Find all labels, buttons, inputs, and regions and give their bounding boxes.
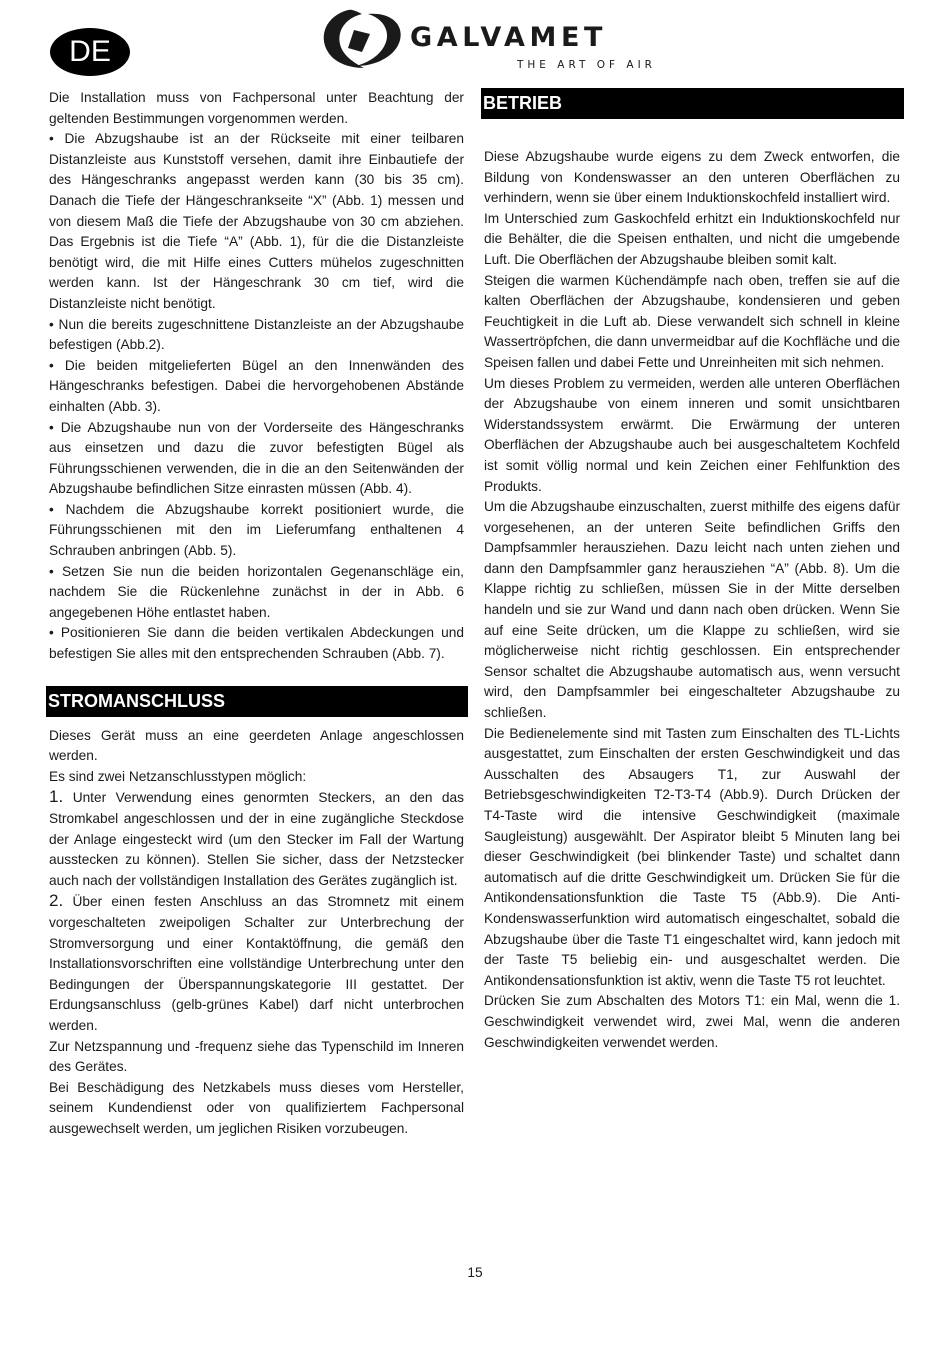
paragraph-cable: Bei Beschädigung des Netzkabels muss dieses vom Hersteller, seinem Kundendienst oder von qualifiziertem Fachpersonal ausgewechselt werden, um jeglichen Risiken vorzubeugen.	[49, 1079, 464, 1136]
operation-paragraph: Um die Abzugshaube einzuschalten, zuerst mithilfe des eigens dafür vorgesehenen, an der unteren Seite befindlichen Griffs den Dampfsammler herausziehen. Dazu leicht nach unten ziehen und dann den Dampfsammler ganz herausziehen “A” (Abb. 8). Um die Klappe richtig zu schließen, müssen Sie in der Mitte derselben handeln und sie zur Wand und dann nach oben drücken. Wenn Sie auf eine Seite drücken, um die Klappe zu schließen, wird sie möglicherweise nicht richtig geschlossen. Ein entsprechender Sensor schaltet die Abzugshaube automatisch aus, wenn versucht wird, den Dampfsammler bei eingeschalteter Abzugshaube zu schließen.	[484, 499, 900, 721]
numbered-item-2	[49, 891, 464, 1036]
brand-logo	[318, 6, 663, 74]
item-text: Über einen festen Anschluss an das Stromnetz mit einem vorgeschalteten zweipoligen Schalter zur Unterbrechung der Stromversorgung und einer Kontaktöffnung, die gemäß den Installationsvorschriften eine vollständige Unterbrechung unter den Bedingungen der Überspannungskategorie III gestattet. Der Erdungsanschluss (gelb-grünes Kabel) darf nicht unterbrochen werden.	[49, 894, 465, 1033]
intro-bullet: • Nachdem die Abzugshaube korrekt positioniert wurde, die Führungsschienen mit den im Lieferumfang enthaltenen 4 Schrauben anbringen (Abb. 5).	[49, 501, 464, 559]
page-number: 15	[467, 1265, 483, 1280]
intro-bullet: • Die beiden mitgelieferten Bügel an den Innenwänden des Hängeschranks befestigen. Dabei die hervorgehobenen Abstände einhalten (Abb. 3).	[49, 357, 464, 414]
intro-bullet: • Positionieren Sie dann die beiden vertikalen Abdeckungen und befestigen Sie alles mit den entsprechenden Schrauben (Abb. 7).	[49, 625, 464, 662]
intro-bullet: • Die Abzugshaube nun von der Vorderseite des Hängeschranks aus einsetzen und dazu die zuvor befestigten Bügel als Führungsschienen verwenden, die in die an den Seitenwänden der Abzugshaube befindlichen Sitze einrasten müssen (Abb. 4).	[49, 419, 464, 497]
paragraph-connection-types: Es sind zwei Netzanschlusstypen möglich:	[49, 768, 307, 784]
paragraph-grounded: Dieses Gerät muss an eine geerdeten Anlage angeschlossen werden.	[49, 727, 464, 764]
operation-paragraph: Im Unterschied zum Gaskochfeld erhitzt ein Induktionskochfeld nur die Behälter, die die Speisen enthalten, und nicht die umgebende Luft. Die Oberflächen der Abzugshaube bleiben somit kalt.	[484, 210, 900, 267]
intro-bullet: • Die Abzugshaube ist an der Rückseite mit einer teilbaren Distanzleiste aus Kunststoff versehen, damit ihre Einbautiefe der des Hängeschranks angepasst werden kann (30 bis 35 cm). Danach die Tiefe der Hängeschrankseite “X” (Abb. 1) messen und von diesem Maß die Tiefe der Abzugshaube von 30 cm abziehen. Das Ergebnis ist die Tiefe “A” (Abb. 1), für die die Distanzleiste benötigt wird, die mit Hilfe eines Cutters mühelos zugeschnitten werden kann. Ist der Hängeschrank 30 cm tief, wird die Distanzleiste nicht benötigt.	[49, 131, 464, 311]
item-text: Unter Verwendung eines genormten Steckers, an den das Stromkabel angeschlossen und der in eine zugängliche Steckdose der Anlage eingesteckt wird (um den Stecker im Fall der Wartung ausstecken zu können). Stellen Sie sicher, dass der Netzstecker auch nach der vollständigen Installation des Gerätes zugänglich ist.	[49, 790, 465, 888]
operation-paragraph: Steigen die warmen Küchendämpfe nach oben, treffen sie auf die kalten Oberflächen der Abzugshaube, kondensieren und geben Feuchtigkeit in die Luft ab. Diese verwandelt sich schnell in kleine Wassertröpfchen, die dann unvermeidbar auf die Kochfläche und die Speisen fallen und dabei Fette und Unreinheiten mit sich nehmen.	[484, 272, 900, 370]
operation-paragraph: Diese Abzugshaube wurde eigens zu dem Zweck entworfen, die Bildung von Kondenswasser an den unteren Oberflächen zu verhindern, wenn sie über einem Induktionskochfeld installiert wird.	[484, 149, 900, 206]
numbered-item-1	[49, 787, 464, 891]
logo-wordmark: GALVAMET	[410, 22, 608, 53]
right-column	[484, 88, 900, 1053]
language-badge: DE	[50, 28, 130, 76]
intro-bullet: • Setzen Sie nun die beiden horizontalen Gegenanschläge ein, nachdem Sie die Rückenlehne zunächst in der in Abb. 6 angegebenen Höhe entlastet haben.	[49, 563, 464, 620]
logo-tagline: THE ART OF AIR	[517, 59, 656, 71]
section-heading-betrieb: BETRIEB	[481, 88, 904, 119]
section-heading-stromanschluss: STROMANSCHLUSS	[46, 686, 468, 717]
paragraph-voltage: Zur Netzspannung und -frequenz siehe das Typenschild im Inneren des Gerätes.	[49, 1038, 464, 1075]
operation-paragraph: Drücken Sie zum Abschalten des Motors T1: ein Mal, wenn die 1. Geschwindigkeit verwendet wird, zwei Mal, wenn die anderen Geschwindigkeiten verwendet werden.	[484, 993, 900, 1050]
galvamet-swoosh-icon	[318, 6, 406, 74]
intro-bullet: • Nun die bereits zugeschnittene Distanzleiste an der Abzugshaube befestigen (Abb.2).	[49, 316, 464, 353]
intro-paragraph: Die Installation muss von Fachpersonal unter Beachtung der geltenden Bestimmungen vorgenommen werden.	[49, 90, 464, 126]
item-number: 2.	[49, 891, 64, 911]
left-column	[49, 88, 464, 1140]
operation-paragraph: Die Bedienelemente sind mit Tasten zum Einschalten des TL-Lichts ausgestattet, zum Einschalten der ersten Geschwindigkeit und das Ausschalten des Absaugers T1, zur Auswahl der Betriebsgeschwindigkeiten T2-T3-T4 (Abb.9). Durch Drücken der T4-Taste wird die intensive Geschwindigkeit (maximale Saugleistung) ausgewählt. Der Aspirator bleibt 5 Minuten lang bei dieser Geschwindigkeit (bei blinkender Taste) und schaltet dann automatisch auf die dritte Geschwindigkeit um. Drücken Sie für die Antikondensationsfunktion die Taste T5 (Abb.9). Die Anti-Kondenswasserfunktion wird automatisch eingeschaltet, sobald die Abzugshaube über die Taste T1 eingeschaltet wird, kann jedoch mit der Taste T5 beliebig ein- und ausgeschaltet werden. Die Antikondensationsfunktion ist aktiv, wenn die Taste T5 rot leuchtet.	[484, 725, 900, 988]
item-number: 1.	[49, 787, 64, 807]
operation-paragraph: Um dieses Problem zu vermeiden, werden alle unteren Oberflächen der Abzugshaube von einem inneren und somit unsichtbaren Widerstandssystem erwärmt. Die Erwärmung der unteren Oberflächen der Abzugshaube auch bei ausgeschaltetem Kochfeld ist somit völlig normal und kein Zeichen einer Fehlfunktion des Produkts.	[484, 375, 900, 494]
